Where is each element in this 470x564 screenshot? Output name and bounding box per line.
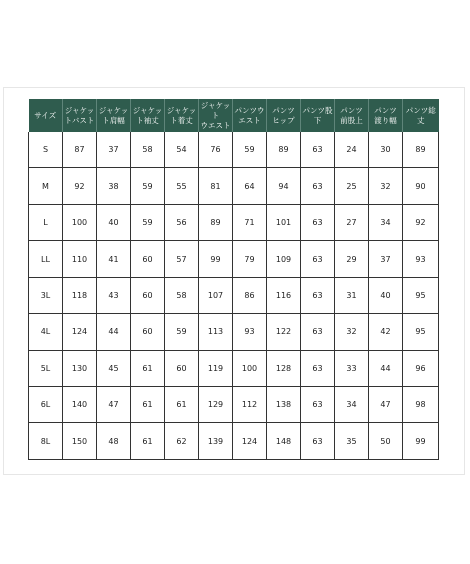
- table-cell: 29: [335, 241, 369, 277]
- table-cell: 95: [403, 314, 439, 350]
- column-header: [131, 99, 165, 132]
- table-cell: 107: [199, 277, 233, 313]
- size-label-cell: 6L: [29, 387, 63, 423]
- column-header-line: ジャケッ: [166, 105, 197, 115]
- table-cell: 109: [267, 241, 301, 277]
- table-cell: 34: [369, 204, 403, 240]
- table-cell: 63: [301, 204, 335, 240]
- table-cell: 92: [403, 204, 439, 240]
- table-cell: 47: [369, 387, 403, 423]
- column-header: [403, 99, 439, 132]
- table-cell: 60: [131, 314, 165, 350]
- table-cell: 50: [369, 423, 403, 460]
- size-label-cell: 5L: [29, 350, 63, 386]
- table-cell: 55: [165, 168, 199, 204]
- column-header-line: ジャケット: [200, 100, 231, 120]
- column-header: [63, 99, 97, 132]
- table-cell: 61: [131, 387, 165, 423]
- table-cell: 140: [63, 387, 97, 423]
- column-header-line: ジャケッ: [98, 105, 129, 115]
- table-cell: 47: [97, 387, 131, 423]
- table-cell: 63: [301, 168, 335, 204]
- table-cell: 99: [199, 241, 233, 277]
- table-row: [29, 423, 439, 460]
- size-table: [28, 99, 439, 460]
- table-cell: 71: [233, 204, 267, 240]
- table-cell: 76: [199, 132, 233, 168]
- table-cell: 61: [131, 423, 165, 460]
- column-header: [267, 99, 301, 132]
- table-cell: 61: [131, 350, 165, 386]
- table-cell: 31: [335, 277, 369, 313]
- table-cell: 81: [199, 168, 233, 204]
- table-cell: 24: [335, 132, 369, 168]
- table-cell: 33: [335, 350, 369, 386]
- column-header: [165, 99, 199, 132]
- table-cell: 89: [403, 132, 439, 168]
- column-header-line: エスト: [238, 115, 261, 125]
- column-header-line: パンツ総丈: [405, 105, 436, 125]
- column-header-line: パンツウ: [234, 105, 265, 115]
- table-cell: 58: [131, 132, 165, 168]
- column-header-line: 前股上: [340, 115, 363, 125]
- table-cell: 42: [369, 314, 403, 350]
- table-cell: 37: [369, 241, 403, 277]
- table-cell: 63: [301, 350, 335, 386]
- column-header-line: パンツ: [340, 105, 363, 115]
- table-cell: 56: [165, 204, 199, 240]
- table-cell: 96: [403, 350, 439, 386]
- table-cell: 59: [233, 132, 267, 168]
- table-row: [29, 314, 439, 350]
- table-cell: 62: [165, 423, 199, 460]
- table-row: [29, 277, 439, 313]
- table-cell: 63: [301, 387, 335, 423]
- table-cell: 118: [63, 277, 97, 313]
- table-cell: 60: [131, 277, 165, 313]
- table-cell: 138: [267, 387, 301, 423]
- table-cell: 87: [63, 132, 97, 168]
- table-cell: 93: [233, 314, 267, 350]
- table-cell: 43: [97, 277, 131, 313]
- table-cell: 38: [97, 168, 131, 204]
- table-row: [29, 387, 439, 423]
- size-label-cell: 3L: [29, 277, 63, 313]
- table-cell: 89: [267, 132, 301, 168]
- column-header-line: ト肩幅: [102, 115, 125, 125]
- table-cell: 27: [335, 204, 369, 240]
- table-cell: 63: [301, 132, 335, 168]
- table-cell: 40: [97, 204, 131, 240]
- column-header-line: サイズ: [34, 110, 57, 120]
- table-cell: 58: [165, 277, 199, 313]
- column-header-line: ジャケッ: [132, 105, 163, 115]
- size-label-cell: 8L: [29, 423, 63, 460]
- column-header-line: ヒップ: [272, 115, 295, 125]
- table-row: [29, 132, 439, 168]
- table-cell: 94: [267, 168, 301, 204]
- table-cell: 113: [199, 314, 233, 350]
- table-cell: 150: [63, 423, 97, 460]
- table-cell: 59: [131, 204, 165, 240]
- table-cell: 63: [301, 423, 335, 460]
- column-header-line: ト着丈: [170, 115, 193, 125]
- table-cell: 119: [199, 350, 233, 386]
- table-cell: 34: [335, 387, 369, 423]
- table-cell: 35: [335, 423, 369, 460]
- column-header-line: パンツ股下: [302, 105, 333, 125]
- table-cell: 128: [267, 350, 301, 386]
- size-label-cell: LL: [29, 241, 63, 277]
- table-cell: 86: [233, 277, 267, 313]
- table-cell: 92: [63, 168, 97, 204]
- table-cell: 59: [131, 168, 165, 204]
- column-header: [301, 99, 335, 132]
- table-cell: 32: [335, 314, 369, 350]
- column-header-line: パンツ: [374, 105, 397, 115]
- column-header: [335, 99, 369, 132]
- table-cell: 63: [301, 314, 335, 350]
- table-cell: 41: [97, 241, 131, 277]
- table-cell: 124: [233, 423, 267, 460]
- table-cell: 60: [165, 350, 199, 386]
- table-cell: 61: [165, 387, 199, 423]
- table-cell: 90: [403, 168, 439, 204]
- table-cell: 40: [369, 277, 403, 313]
- table-cell: 37: [97, 132, 131, 168]
- table-cell: 101: [267, 204, 301, 240]
- column-header: [369, 99, 403, 132]
- table-cell: 100: [63, 204, 97, 240]
- table-cell: 100: [233, 350, 267, 386]
- table-cell: 64: [233, 168, 267, 204]
- table-row: [29, 168, 439, 204]
- size-label-cell: S: [29, 132, 63, 168]
- column-header-line: ト袖丈: [136, 115, 159, 125]
- table-cell: 54: [165, 132, 199, 168]
- column-header: [233, 99, 267, 132]
- column-header: [97, 99, 131, 132]
- table-cell: 99: [403, 423, 439, 460]
- table-cell: 148: [267, 423, 301, 460]
- table-cell: 59: [165, 314, 199, 350]
- table-cell: 116: [267, 277, 301, 313]
- table-header-row: [29, 99, 439, 132]
- table-cell: 44: [369, 350, 403, 386]
- column-header-line: トバスト: [64, 115, 95, 125]
- table-body: [29, 132, 439, 460]
- table-cell: 45: [97, 350, 131, 386]
- table-cell: 95: [403, 277, 439, 313]
- column-header-line: ウエスト: [200, 120, 231, 130]
- table-cell: 63: [301, 241, 335, 277]
- table-cell: 139: [199, 423, 233, 460]
- table-cell: 98: [403, 387, 439, 423]
- table-cell: 63: [301, 277, 335, 313]
- table-cell: 112: [233, 387, 267, 423]
- table-row: [29, 204, 439, 240]
- table-cell: 122: [267, 314, 301, 350]
- size-label-cell: L: [29, 204, 63, 240]
- table-cell: 124: [63, 314, 97, 350]
- table-cell: 25: [335, 168, 369, 204]
- table-cell: 32: [369, 168, 403, 204]
- column-header-line: ジャケッ: [64, 105, 95, 115]
- table-cell: 60: [131, 241, 165, 277]
- column-header-line: 渡り幅: [374, 115, 397, 125]
- column-header: [199, 99, 233, 132]
- table-cell: 57: [165, 241, 199, 277]
- table-cell: 110: [63, 241, 97, 277]
- size-label-cell: 4L: [29, 314, 63, 350]
- table-cell: 89: [199, 204, 233, 240]
- table-row: [29, 350, 439, 386]
- table-cell: 48: [97, 423, 131, 460]
- table-cell: 79: [233, 241, 267, 277]
- column-header: [29, 99, 63, 132]
- table-cell: 93: [403, 241, 439, 277]
- table-cell: 129: [199, 387, 233, 423]
- table-cell: 130: [63, 350, 97, 386]
- table-cell: 30: [369, 132, 403, 168]
- table-cell: 44: [97, 314, 131, 350]
- size-label-cell: M: [29, 168, 63, 204]
- table-row: [29, 241, 439, 277]
- column-header-line: パンツ: [272, 105, 295, 115]
